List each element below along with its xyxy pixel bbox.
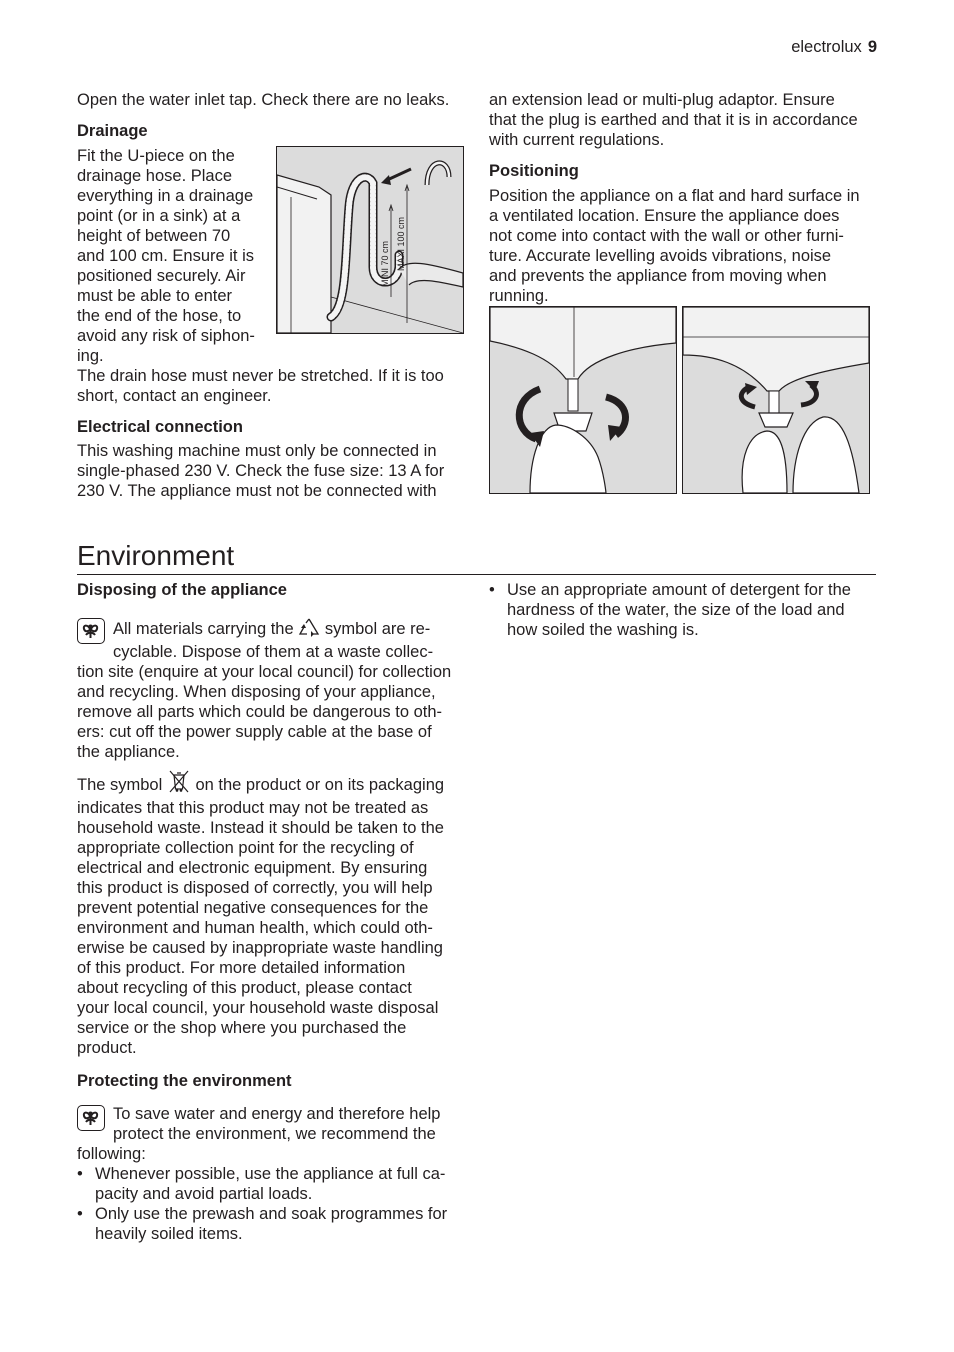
environment-note-icon xyxy=(77,1105,105,1131)
text-line: how soiled the washing is. xyxy=(507,621,699,639)
text-line: everything in a drainage xyxy=(77,187,254,205)
text-line: short, contact an engineer. xyxy=(77,387,272,405)
text-line: running. xyxy=(489,287,549,305)
text-line: protect the environment, we recommend the xyxy=(113,1125,436,1143)
text-line: The drain hose must never be stretched. If it is too xyxy=(77,367,444,385)
environment-right-column xyxy=(489,580,881,640)
drainage-illustration xyxy=(276,146,464,334)
text-line: avoid any risk of siphon- xyxy=(77,327,255,345)
text-line: Fit the U-piece on the xyxy=(77,147,235,165)
text-line: prevent potential negative consequences for the xyxy=(77,899,429,917)
foot-adjust-drawing-1 xyxy=(490,307,676,493)
text-line: hardness of the water, the size of the load and xyxy=(507,601,845,619)
levelling-illustration-2 xyxy=(682,306,870,494)
text-line: ing. xyxy=(77,347,104,365)
text-line: point (or in a sink) at a xyxy=(77,207,241,225)
text-line: 230 V. The appliance must not be connected with xyxy=(77,482,437,500)
text-line: pacity and avoid partial loads. xyxy=(95,1185,313,1203)
right-column-top xyxy=(489,90,877,306)
positioning-heading: Positioning xyxy=(489,162,579,180)
text-line: erwise be caused by inappropriate waste handling xyxy=(77,939,443,957)
note-line xyxy=(77,1104,467,1144)
text-line: about recycling of this product, please contact xyxy=(77,979,412,997)
drain-hose-drawing xyxy=(277,147,463,333)
text-line: heavily soiled items. xyxy=(95,1225,243,1243)
recycle-icon xyxy=(298,617,320,642)
drainage-heading: Drainage xyxy=(77,122,148,140)
text-line: Only use the prewash and soak programmes for xyxy=(95,1205,448,1223)
text-line: and 100 cm. Ensure it is xyxy=(77,247,255,265)
text-line: ers: cut off the power supply cable at the base of xyxy=(77,723,432,741)
text-line: ture. Accurate levelling avoids vibrations, noise xyxy=(489,247,832,265)
page-number: 9 xyxy=(867,38,877,56)
disposing-paragraph-1 xyxy=(77,617,467,762)
protecting-heading: Protecting the environment xyxy=(77,1072,292,1090)
text-line: positioned securely. Air xyxy=(77,267,246,285)
min-height-label: MINI 70 cm xyxy=(380,240,390,287)
levelling-illustration-1 xyxy=(489,306,677,494)
text-line: a ventilated location. Ensure the appliance does xyxy=(489,207,840,225)
electrical-paragraph xyxy=(77,441,465,501)
text-line: indicates that this product may not be treated as xyxy=(77,799,429,817)
text-line: single-phased 230 V. Check the fuse size: 13 A for xyxy=(77,462,445,480)
text-line: appropriate collection point for the recycling of xyxy=(77,839,414,857)
protecting-paragraph xyxy=(77,1104,467,1244)
bullet-dot: • xyxy=(489,581,495,599)
text-line: To save water and energy and therefore help xyxy=(113,1105,441,1123)
text-line: tion site (enquire at your local council) for collection xyxy=(77,663,452,681)
text-line: height of between 70 xyxy=(77,227,231,245)
tap-paragraph: Open the water inlet tap. Check there are no leaks. xyxy=(77,91,450,109)
list-item xyxy=(489,580,881,640)
section-divider xyxy=(77,574,876,575)
text-fragment: on the product or on its packaging xyxy=(195,776,445,794)
text-line: must be able to enter xyxy=(77,287,233,305)
brand-name: electrolux xyxy=(791,38,862,56)
text-line: household waste. Instead it should be taken to the xyxy=(77,819,444,837)
list-item xyxy=(77,1204,467,1244)
text-line: the appliance. xyxy=(77,743,180,761)
text-line: drainage hose. Place xyxy=(77,167,233,185)
text-line: Whenever possible, use the appliance at full ca- xyxy=(95,1165,446,1183)
text-line: This washing machine must only be connected in xyxy=(77,442,437,460)
bullet-dot: • xyxy=(77,1165,83,1183)
text-line: service or the shop where you purchased the xyxy=(77,1019,407,1037)
text-line: cyclable. Dispose of them at a waste collec- xyxy=(113,643,434,661)
text-line: of this product. For more detailed information xyxy=(77,959,406,977)
page-header xyxy=(791,37,877,57)
max-height-label: MAXI 100 cm xyxy=(396,216,406,271)
list-item xyxy=(77,1164,467,1204)
note-text xyxy=(113,1104,440,1144)
text-fragment: All materials carrying the xyxy=(113,620,294,638)
positioning-paragraph xyxy=(489,186,877,306)
environment-note-icon xyxy=(77,618,105,644)
text-fragment: symbol are re- xyxy=(324,620,431,638)
text-line: electrical and electronic equipment. By ensuring xyxy=(77,859,428,877)
disposing-heading: Disposing of the appliance xyxy=(77,581,287,599)
text-line: the end of the hose, to xyxy=(77,307,242,325)
text-line: this product is disposed of correctly, you will help xyxy=(77,879,433,897)
text-line: Use an appropriate amount of detergent for the xyxy=(507,581,851,599)
text-line: and prevents the appliance from moving when xyxy=(489,267,827,285)
text-line: your local council, your household waste disposal xyxy=(77,999,439,1017)
text-line: remove all parts which could be dangerous to oth- xyxy=(77,703,443,721)
text-line: Position the appliance on a flat and hard surface in xyxy=(489,187,860,205)
crossed-bin-icon xyxy=(167,769,191,798)
note-line xyxy=(77,617,467,662)
foot-adjust-drawing-2 xyxy=(683,307,869,493)
text-line: that the plug is earthed and that it is in accordance xyxy=(489,111,858,129)
disposing-paragraph-2 xyxy=(77,769,467,1058)
environment-left-column xyxy=(77,580,467,1244)
text-line: an extension lead or multi-plug adaptor. Ensure xyxy=(489,91,835,109)
text-line: following: xyxy=(77,1145,146,1163)
text-line: and recycling. When disposing of your appliance, xyxy=(77,683,436,701)
electrical-heading: Electrical connection xyxy=(77,418,243,436)
text-line: with current regulations. xyxy=(489,131,665,149)
text-line: environment and human health, which could oth- xyxy=(77,919,433,937)
text-fragment: The symbol xyxy=(77,776,163,794)
bullet-dot: • xyxy=(77,1205,83,1223)
section-title: Environment xyxy=(77,540,235,571)
text-line: not come into contact with the wall or other furni- xyxy=(489,227,844,245)
text-line: product. xyxy=(77,1039,137,1057)
note-text xyxy=(113,617,433,662)
